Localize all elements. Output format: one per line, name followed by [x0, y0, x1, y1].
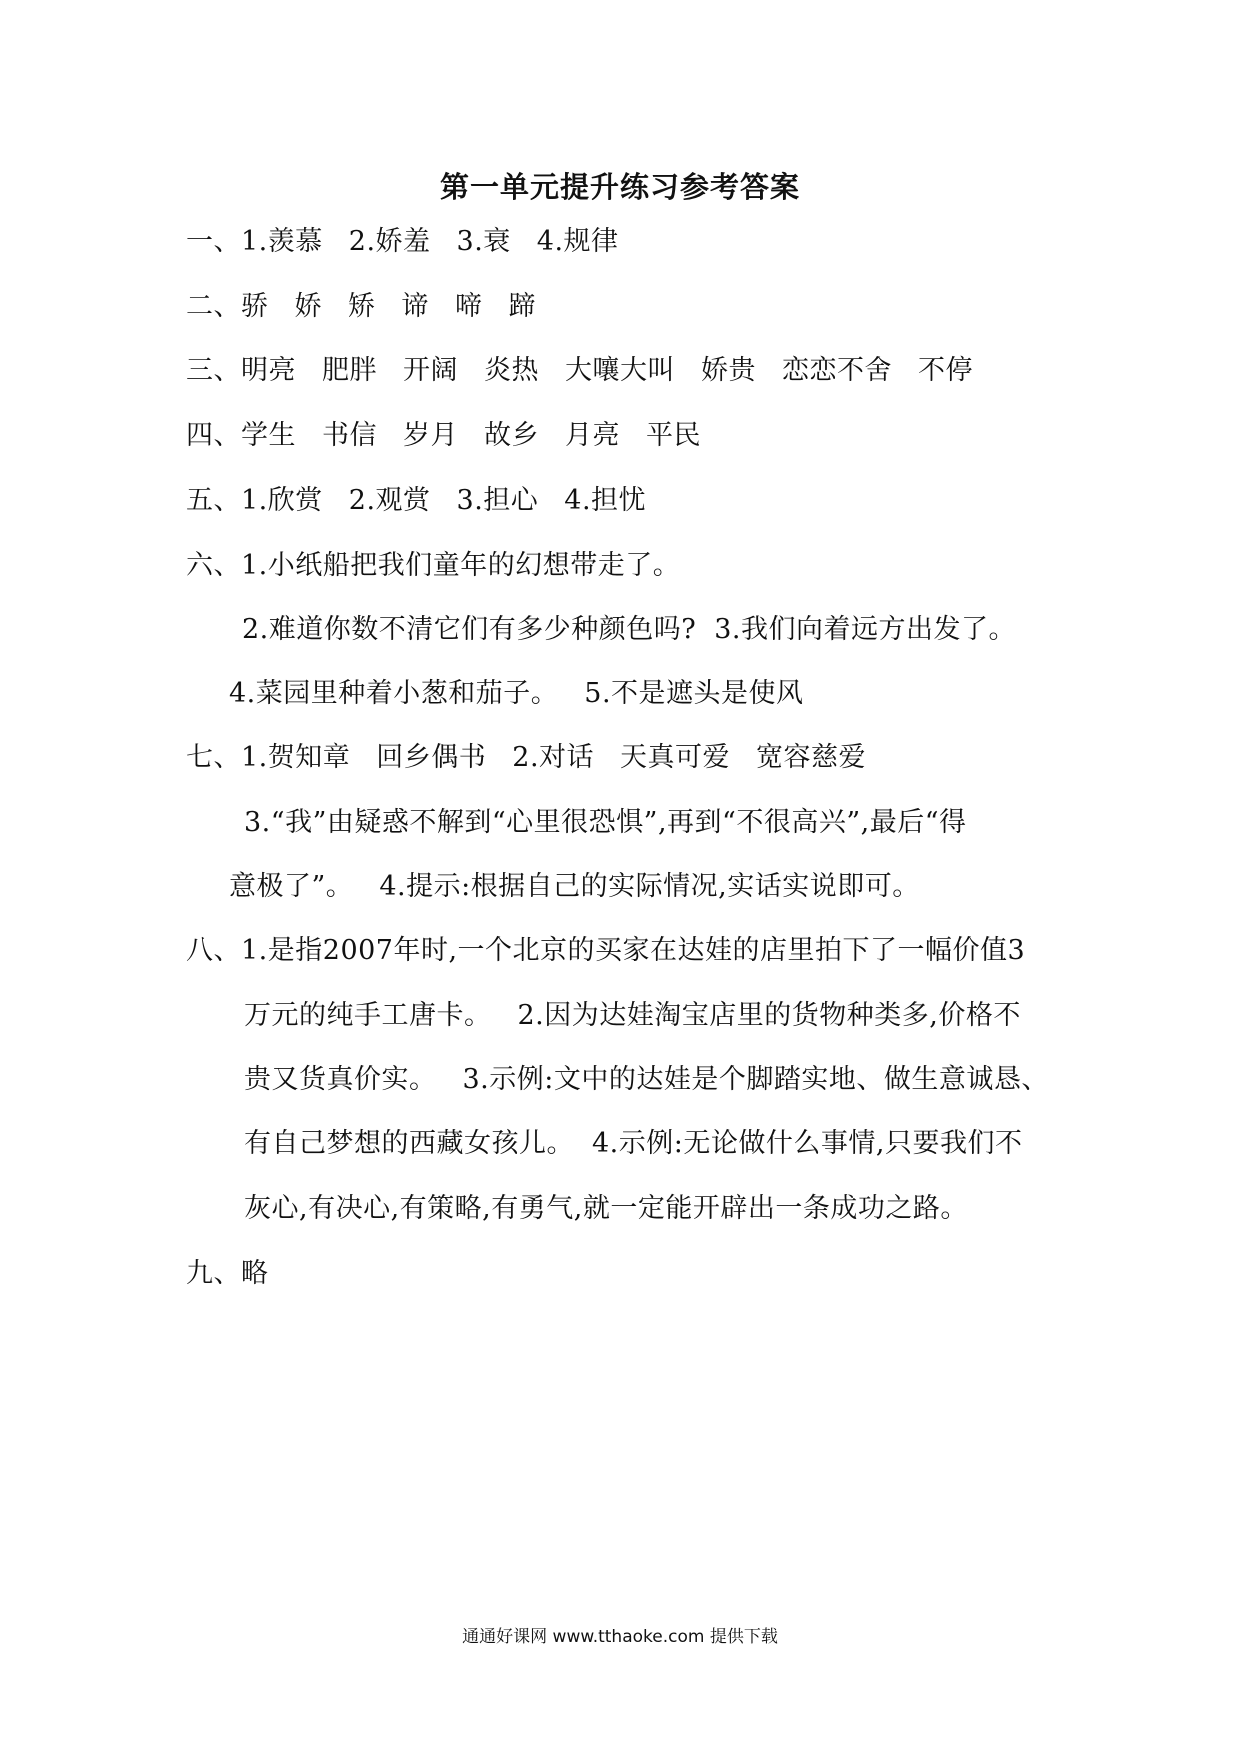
answer-item: 平民 — [646, 420, 701, 451]
answer-text: 略 — [241, 1258, 269, 1289]
section-1 — [186, 224, 619, 260]
answer-item: 肥胖 — [322, 355, 377, 386]
answer-item: 大嚷大叫 — [565, 355, 675, 386]
section-6 — [186, 548, 680, 584]
answer-item: 宽容慈爱 — [756, 742, 867, 773]
answer-text: 2.因为达娃淘宝店里的货物种类多,价格不 — [517, 1000, 1021, 1031]
answer-item: 娇贵 — [701, 355, 756, 386]
answer-text: 意极了”。 — [229, 871, 354, 902]
answer-item: 恋恋不舍 — [782, 355, 892, 386]
section-5 — [186, 483, 646, 519]
section-2 — [186, 289, 536, 325]
answer-text: 1.是指2007年时,一个北京的买家在达娃的店里拍下了一幅价值3 — [241, 935, 1026, 966]
answer-text: 3.“我”由疑惑不解到“心里很恐惧”,再到“不很高兴”,最后“得 — [244, 807, 967, 838]
footer-credit: 通通好课网 www.tthaoke.com 提供下载 — [462, 1627, 778, 1647]
answer-item: 2.观赏 — [348, 485, 431, 516]
answer-item: 学生 — [241, 420, 296, 451]
answer-text: 1.小纸船把我们童年的幻想带走了。 — [241, 550, 681, 581]
answer-text: 贵又货真价实。 — [244, 1064, 437, 1095]
answer-item: 矫 — [348, 291, 376, 322]
answer-item: 4.规律 — [536, 226, 619, 257]
section-8-line-4 — [244, 1126, 1022, 1162]
section-9-label: 九、 — [186, 1258, 241, 1289]
section-1-label: 一、 — [186, 226, 241, 257]
answer-text: 3.我们向着远方出发了。 — [714, 614, 1017, 645]
answer-item: 1.欣赏 — [241, 485, 323, 516]
answer-item: 开阔 — [403, 355, 458, 386]
answer-text: 4.提示:根据自己的实际情况,实话实说即可。 — [379, 871, 920, 902]
answer-text: 2.难道你数不清它们有多少种颜色吗? — [242, 614, 697, 645]
section-8-line-5 — [244, 1191, 968, 1227]
answer-item: 天真可爱 — [620, 742, 731, 773]
answer-item: 啼 — [455, 291, 483, 322]
answer-item: 月亮 — [565, 420, 620, 451]
answer-item: 4.担忧 — [564, 485, 647, 516]
answer-text: 4.菜园里种着小葱和茄子。 — [229, 678, 559, 709]
answer-item: 回乡偶书 — [376, 742, 487, 773]
section-7 — [186, 740, 866, 776]
section-8-label: 八、 — [186, 935, 241, 966]
answer-item: 蹄 — [508, 291, 536, 322]
answer-item: 书信 — [322, 420, 377, 451]
answer-item: 岁月 — [403, 420, 458, 451]
section-5-label: 五、 — [186, 485, 241, 516]
answer-item: 不停 — [918, 355, 973, 386]
answer-item: 1.贺知章 — [241, 742, 351, 773]
answer-text: 4.示例:无论做什么事情,只要我们不 — [592, 1128, 1023, 1159]
answer-item: 娇 — [294, 291, 322, 322]
section-2-label: 二、 — [186, 291, 241, 322]
answer-text: 3.示例:文中的达娃是个脚踏实地、做生意诚恳、 — [462, 1064, 1049, 1095]
answer-text: 灰心,有决心,有策略,有勇气,就一定能开辟出一条成功之路。 — [244, 1193, 968, 1224]
answer-item: 炎热 — [484, 355, 539, 386]
section-7-line-2 — [244, 805, 967, 841]
section-8-line-3 — [244, 1062, 1049, 1098]
section-7-label: 七、 — [186, 742, 241, 773]
answer-text: 万元的纯手工唐卡。 — [244, 1000, 492, 1031]
section-8 — [186, 933, 1025, 969]
section-8-line-2 — [244, 998, 1021, 1034]
section-9 — [186, 1256, 269, 1292]
answer-text: 有自己梦想的西藏女孩儿。 — [244, 1128, 574, 1159]
section-3 — [186, 353, 973, 389]
section-6-label: 六、 — [186, 550, 241, 581]
section-4-label: 四、 — [186, 420, 241, 451]
answer-item: 谛 — [401, 291, 429, 322]
answer-item: 2.娇羞 — [348, 226, 431, 257]
answer-item: 1.羡慕 — [241, 226, 323, 257]
answer-item: 3.担心 — [456, 485, 539, 516]
answer-item: 3.衰 — [456, 226, 511, 257]
section-6-line-2 — [242, 612, 1016, 648]
section-6-line-3 — [229, 676, 804, 712]
answer-item: 明亮 — [241, 355, 296, 386]
answer-item: 2.对话 — [512, 742, 595, 773]
answer-item: 骄 — [241, 291, 269, 322]
answer-text: 5.不是遮头是使风 — [584, 678, 804, 709]
section-7-line-3 — [229, 869, 920, 905]
page-title: 第一单元提升练习参考答案 — [439, 170, 800, 204]
section-4 — [186, 418, 701, 454]
answer-item: 故乡 — [484, 420, 539, 451]
section-3-label: 三、 — [186, 355, 241, 386]
